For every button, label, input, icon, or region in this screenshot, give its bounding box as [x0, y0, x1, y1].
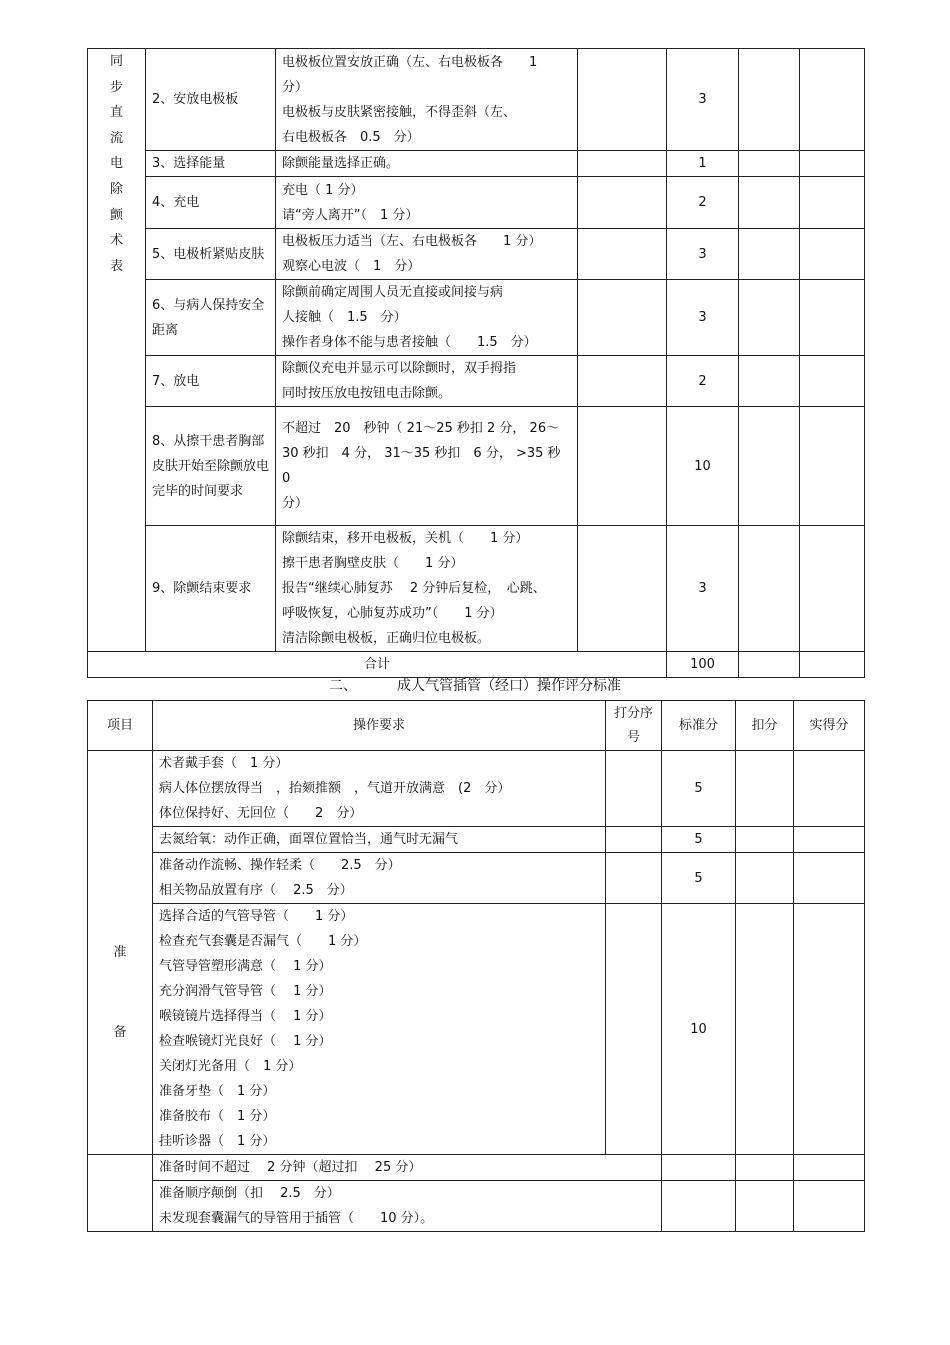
requirement-cell: 充电（ 1 分） 请“旁人离开”（ 1 分）	[276, 177, 578, 229]
order-cell	[578, 356, 667, 407]
order-cell	[578, 526, 667, 652]
order-cell	[606, 827, 662, 853]
actual-cell	[800, 356, 865, 407]
actual-cell	[800, 526, 865, 652]
score-cell: 2	[667, 177, 739, 229]
deduct-cell	[739, 229, 800, 280]
requirement-cell: 去氮给氧：动作正确，面罩位置恰当，通气时无漏气	[153, 827, 606, 853]
requirement-cell: 电极板压力适当（左、右电极板各 1 分） 观察心电波（ 1 分）	[276, 229, 578, 280]
category-cell: 准	[88, 751, 153, 1155]
category-cell: 备	[88, 1155, 153, 1232]
requirement-cell: 选择合适的气管导管（ 1 分） 检查充气套囊是否漏气（ 1 分） 气管导管塑形满意（ 1 分） 充分润滑气管导管（ 1 分） 喉镜镜片选择得当（ 1 分） 检查喉镜灯光良好（ 1 分） 关闭灯光备用（ 1 分） 准备牙垫（ 1 分） 准备胶布（ 1 分） 挂听诊器（ 1 分）	[153, 904, 606, 1155]
actual-cell	[800, 280, 865, 356]
actual-cell	[794, 1155, 865, 1181]
score-cell: 1	[667, 151, 739, 177]
score-cell: 3	[667, 49, 739, 151]
requirement-cell: 准备顺序颠倒（扣 2.5 分） 未发现套囊漏气的导管用于插管（ 10 分）。	[153, 1181, 662, 1232]
item-cell: 8、从擦干患者胸部皮肤开始至除颤放电完毕的时间要求	[146, 407, 276, 526]
order-cell	[578, 49, 667, 151]
item-cell: 2、安放电极板	[146, 49, 276, 151]
section-number: 二、	[329, 678, 357, 694]
requirement-cell: 准备动作流畅、操作轻柔（ 2.5 分） 相关物品放置有序（ 2.5 分）	[153, 853, 606, 904]
item-cell: 4、充电	[146, 177, 276, 229]
actual-cell	[800, 151, 865, 177]
deduct-cell	[739, 407, 800, 526]
score-cell	[662, 1181, 736, 1232]
header-actual-score: 实得分	[794, 701, 865, 751]
total-score: 100	[667, 652, 739, 678]
item-cell: 5、电极析紧贴皮肤	[146, 229, 276, 280]
actual-cell	[800, 177, 865, 229]
score-cell	[662, 1155, 736, 1181]
defibrillation-score-table	[87, 48, 865, 678]
order-cell	[578, 229, 667, 280]
score-cell: 5	[662, 853, 736, 904]
actual-cell	[800, 49, 865, 151]
order-cell	[606, 904, 662, 1155]
actual-cell	[794, 904, 865, 1155]
item-cell: 6、与病人保持安全距离	[146, 280, 276, 356]
score-cell: 5	[662, 827, 736, 853]
header-deduction: 扣分	[736, 701, 794, 751]
requirement-cell: 电极板位置安放正确（左、右电极板各 1 分） 电极板与皮肤紧密接触，不得歪斜（左、 右电极板各 0.5 分）	[276, 49, 578, 151]
score-cell: 2	[667, 356, 739, 407]
requirement-cell: 除颤仪充电并显示可以除颤时，双手拇指 同时按压放电按钮电击除颤。	[276, 356, 578, 407]
header-order: 打分序号	[606, 701, 662, 751]
section-title	[0, 674, 950, 698]
score-cell: 3	[667, 280, 739, 356]
requirement-cell: 准备时间不超过 2 分钟（超过扣 25 分）	[153, 1155, 662, 1181]
item-cell: 7、放电	[146, 356, 276, 407]
requirement-cell: 除颤结束，移开电极板，关机（ 1 分） 擦干患者胸壁皮肤（ 1 分） 报告“继续心肺复苏 2 分钟后复检， 心跳、 呼吸恢复，心肺复苏成功”（ 1 分） 清洁除颤电极板，正确归位电极板。	[276, 526, 578, 652]
intubation-score-table	[87, 700, 865, 1232]
actual-cell	[794, 751, 865, 827]
score-cell: 10	[667, 407, 739, 526]
item-cell: 3、选择能量	[146, 151, 276, 177]
actual-cell	[800, 229, 865, 280]
header-standard-score: 标准分	[662, 701, 736, 751]
order-cell	[578, 177, 667, 229]
order-cell	[578, 151, 667, 177]
order-cell	[578, 407, 667, 526]
actual-cell	[794, 827, 865, 853]
actual-cell	[800, 407, 865, 526]
deduct-cell	[736, 751, 794, 827]
deduct-cell	[736, 827, 794, 853]
deduct-cell	[736, 1155, 794, 1181]
score-cell: 3	[667, 229, 739, 280]
deduct-cell	[739, 151, 800, 177]
score-cell: 3	[667, 526, 739, 652]
order-cell	[606, 853, 662, 904]
header-requirement: 操作要求	[153, 701, 606, 751]
deduct-cell	[739, 49, 800, 151]
deduct-cell	[739, 280, 800, 356]
requirement-cell: 除颤前确定周围人员无直接或间接与病 人接触（ 1.5 分） 操作者身体不能与患者接触（ 1.5 分）	[276, 280, 578, 356]
section-title-text: 成人气管插管（经口）操作评分标准	[397, 678, 621, 694]
header-item: 项目	[88, 701, 153, 751]
actual-cell	[794, 1181, 865, 1232]
score-cell: 10	[662, 904, 736, 1155]
requirement-cell: 除颤能量选择正确。	[276, 151, 578, 177]
deduct-cell	[736, 853, 794, 904]
order-cell	[578, 280, 667, 356]
order-cell	[606, 751, 662, 827]
section-label: 同 步 直 流 电 除 颤 术 表	[88, 49, 146, 652]
total-label: 合计	[88, 652, 667, 678]
deduct-cell	[736, 1181, 794, 1232]
item-cell: 9、除颤结束要求	[146, 526, 276, 652]
actual-cell	[794, 853, 865, 904]
requirement-cell: 不超过 20 秒钟（ 21～25 秒扣 2 分， 26～ 30 秒扣 4 分， 31～35 秒扣 6 分， >35 秒 0 分）	[276, 407, 578, 526]
deduct-cell	[739, 177, 800, 229]
score-cell: 5	[662, 751, 736, 827]
requirement-cell: 术者戴手套（ 1 分） 病人体位摆放得当 ，抬颏推额 ，气道开放满意 (2 分） 体位保持好、无回位（ 2 分）	[153, 751, 606, 827]
deduct-cell	[739, 356, 800, 407]
deduct-cell	[736, 904, 794, 1155]
deduct-cell	[739, 526, 800, 652]
